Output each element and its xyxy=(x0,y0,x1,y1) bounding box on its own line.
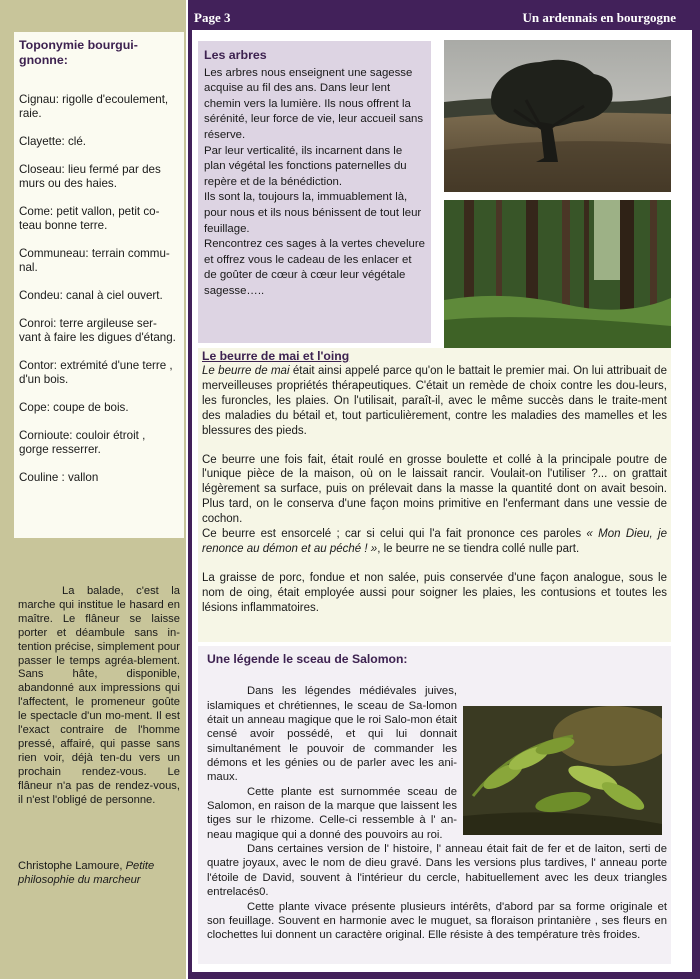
legende-paragraph-2: Cette plante est surnommée sceau de Salomon, en raison de la marque que laissent les tiges sur le rhizome. Celle-ci ressemble à l' an-neau magique qui a donné des pouvoirs au roi. xyxy=(207,785,457,841)
arbres-paragraph: Rencontrez ces sages à la vertes chevelure et offrez vous le cadeau de les enlacer et de goûter de cœur à cœur leur végétale sagesse….. xyxy=(204,238,425,297)
legende-paragraph-3: Dans certaines version de l' histoire, l' anneau était fait de fer et de laiton, serti de quatre joyaux, avec le nom de dieu gravé. Dans les versions plus tardives, l' anneau porte l'étoile de David, souvent à l'intérieur du cercle, habituellement avec les deux triangles entrelacés0. xyxy=(207,843,667,899)
toponymie-entry: Come: petit vallon, petit co-teau bonne terre. xyxy=(19,205,160,232)
publication-title: Un ardennais en bourgogne xyxy=(522,10,676,25)
plant-image xyxy=(463,706,662,835)
toponymie-entry: Communeau: terrain commu-nal. xyxy=(19,247,170,274)
oak-tree-image xyxy=(444,40,671,192)
beurre-p3-start: Ce beurre est ensorcelé ; car si celui qui l'a fait prononce ces paroles xyxy=(202,528,587,541)
beurre-paragraph-3 xyxy=(202,527,667,557)
oak-tree-photo xyxy=(444,40,671,192)
arbres-title: Les arbres xyxy=(204,48,267,62)
beurre-paragraph-1 xyxy=(202,364,667,439)
toponymie-entry: Cignau: rigolle d'ecoulement, raie. xyxy=(19,93,169,120)
toponymie-entry: Contor: extrémité d'une terre , d'un bois. xyxy=(19,359,173,386)
beurre-p1-text: était ainsi appelé parce qu'on le battait le premier mai. On lui attribuait de merveilleuses propriétés thérapeutiques. C'était un remède de choix contre les dou-leurs, les furoncles, les plaies. On l'utilisait, paraît-il, avec le même succès dans le traite-ment des maladies du bétail et, tout particulièrement, contre les maladies des mamelles et les blessures des pieds. xyxy=(202,365,667,437)
citation-book: Petite philosophie du marcheur xyxy=(18,860,155,886)
forest-photo xyxy=(444,200,671,352)
beurre-title: Le beurre de mai et l'oing xyxy=(202,349,350,363)
beurre-italic: Le beurre de mai xyxy=(202,365,290,377)
forest-image xyxy=(444,200,671,352)
legende-title: Une légende le sceau de Salomon: xyxy=(207,652,408,666)
citation-author: Christophe Lamoure, xyxy=(18,860,126,872)
beurre-paragraph-2: Ce beurre une fois fait, était roulé en grosse boulette et collé à la principale poutre de l'unique pièce de la maison, où on le laissait rancir. Voulait-on l'utiliser ?... on grattait légèrement sa surface, puis on prélevait dans la masse la quantité dont on avait besoin. Plus tard, on le conserva d'une façon moins primitive en l'enfermant dans une vessie de cochon. xyxy=(202,453,667,526)
beurre-paragraph-4: La graisse de porc, fondue et non salée, puis conservée d'une façon analogue, sous le nom de oing, était employée aussi pour soigner les plaies, les contusions et toutes les lésions inflammatoires. xyxy=(202,571,667,614)
beurre-box xyxy=(198,348,671,642)
arbres-paragraph: Les arbres nous enseignent une sagesse acquise au fil des ans. Dans leur lent chemin vers la lumière. Ils nous offrent la sérénité, leur force de vie, leur accueil sans réserve. xyxy=(204,66,424,141)
toponymie-entry: Cornioute: couloir étroit , gorge resserrer. xyxy=(19,429,146,456)
toponymie-entry: Condeu: canal à ciel ouvert. xyxy=(19,289,163,302)
toponymie-entry: Clayette: clé. xyxy=(19,135,87,148)
sceau-de-salomon-photo xyxy=(463,706,662,835)
toponymie-box xyxy=(14,32,184,538)
toponymie-title: Toponymie bourgui-gnonne: xyxy=(19,38,138,67)
arbres-paragraph: Ils sont la, toujours la, immuablement là, pour nous et ils nous bénissent de tout leur feuillage. xyxy=(204,191,422,235)
citation xyxy=(18,859,180,887)
beurre-p3-end: , le beurre ne se tiendra collé nulle part. xyxy=(377,542,580,555)
beurre-quote: « Mon Dieu, je renonce au démon et au péché ! » xyxy=(202,528,668,555)
toponymie-entry: Closeau: lieu fermé par des murs ou des haies. xyxy=(19,163,161,190)
page-number: Page 3 xyxy=(194,10,231,25)
balade-text xyxy=(18,585,180,808)
toponymie-entry: Conroi: terre argileuse ser-vant à faire les digues d'étang. xyxy=(19,317,176,344)
toponymie-entry: Couline : vallon xyxy=(19,471,99,484)
legende-paragraph-4: Cette plante vivace présente plusieurs intérêts, d'abord par sa forme originale et son feuillage. Souvent en harmonie avec le muguet, sa floraison printanière , ses fleurs en clochettes lui donnent un caractère original. Elle résiste à des température très froides. xyxy=(207,900,667,942)
arbres-paragraph: Par leur verticalité, ils incarnent dans le plan végétal les fonctions paternelles du repère et de la bénédiction. xyxy=(204,144,407,188)
arbres-box xyxy=(198,41,431,343)
balade-paragraph: La balade, c'est la marche qui institue le hasard en maître. Le flâneur se laisse porter et déambule sans in-tention précise, simplement pour passer le temps agréa-blement. Sans hâte, disponible, abandonné aux impressions qui l'affectent, le promeneur goûte le spectacle d'un mo-ment. Il est l'exact contraire de l'homme pressé, affairé, qui passe sans rien voir, déjà ten-du vers un prochain rendez-vous. Le flâneur n'a pas de rendez-vous, il n'est l'obligé de personne. xyxy=(18,585,180,806)
toponymie-entry: Cope: coupe de bois. xyxy=(19,401,129,414)
legende-paragraph-1: Dans les légendes médiévales juives, islamiques et chrétiennes, le sceau de Sa-lomon était un anneau magique que le roi Salo-mon était censé avoir possédé, et qui lui donnait simultanément le pouvoir de commander les démons et les génies ou de parler avec les ani-maux. xyxy=(207,685,457,784)
page-header xyxy=(188,4,700,28)
